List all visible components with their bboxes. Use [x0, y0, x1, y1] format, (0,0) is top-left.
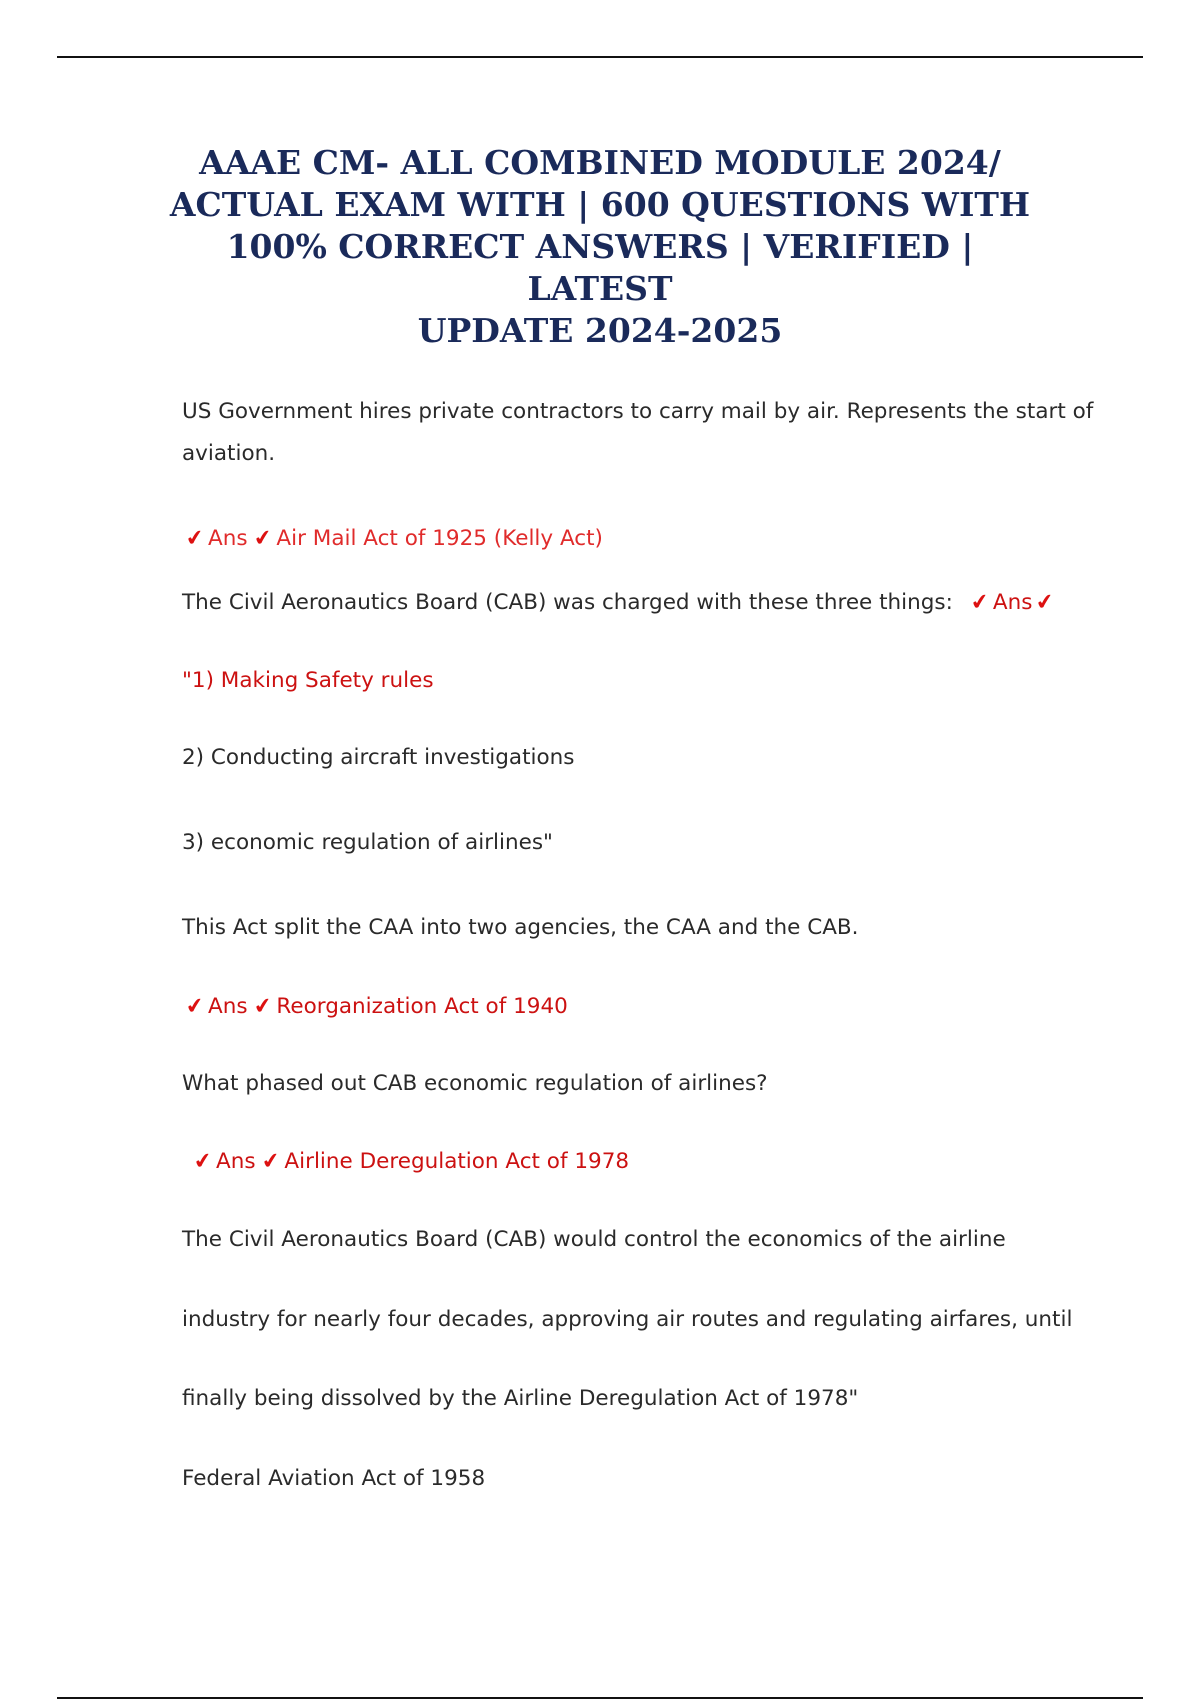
question-2-marker-text: Ans — [992, 590, 1033, 615]
question-5-line-2: industry for nearly four decades, approving air routes and regulating airfares, until — [182, 1307, 1073, 1332]
question-1-line-1: US Government hires private contractors to carry mail by air. Represents the start of — [182, 399, 1094, 424]
check-mark-icon: ✔ — [184, 992, 206, 1021]
check-mark-icon: ✔ — [184, 524, 206, 553]
question-3: This Act split the CAA into two agencies, the CAA and the CAB. — [182, 915, 859, 940]
question-1-line-2: aviation. — [182, 441, 276, 466]
question-4: What phased out CAB economic regulation of airlines? — [182, 1071, 768, 1096]
bottom-rule — [57, 1697, 1143, 1699]
check-mark-icon: ✔ — [252, 992, 275, 1021]
answer-1-text: Air Mail Act of 1925 (Kelly Act) — [276, 526, 603, 551]
check-mark-icon: ✔ — [192, 1147, 214, 1176]
question-5-line-1: The Civil Aeronautics Board (CAB) would control the economics of the airline — [182, 1227, 1006, 1252]
answer-1-marker: Ans — [208, 526, 248, 551]
document-title — [150, 142, 1050, 352]
check-mark-icon: ✔ — [252, 524, 275, 553]
answer-2-line-3: 3) economic regulation of airlines" — [182, 830, 553, 855]
title-line-3: 100% CORRECT ANSWERS | VERIFIED | LATEST — [226, 227, 974, 308]
check-mark-icon: ✔ — [1034, 588, 1057, 617]
answer-4 — [194, 1147, 629, 1177]
title-line-1: AAAE CM- ALL COMBINED MODULE 2024/ — [199, 143, 1001, 182]
answer-3 — [186, 992, 568, 1022]
question-2 — [182, 588, 1058, 618]
title-line-4: UPDATE 2024-2025 — [417, 311, 783, 350]
answer-3-text: Reorganization Act of 1940 — [276, 994, 568, 1019]
answer-1 — [186, 524, 603, 554]
answer-2-line-2: 2) Conducting aircraft investigations — [182, 745, 575, 770]
question-5-line-3: finally being dissolved by the Airline Deregulation Act of 1978" — [182, 1386, 859, 1411]
answer-4-marker: Ans — [216, 1149, 256, 1174]
answer-4-text: Airline Deregulation Act of 1978 — [284, 1149, 630, 1174]
answer-3-marker: Ans — [208, 994, 248, 1019]
check-mark-icon: ✔ — [969, 588, 991, 617]
check-mark-icon: ✔ — [260, 1147, 283, 1176]
question-2-text: The Civil Aeronautics Board (CAB) was charged with these three things: — [182, 590, 953, 615]
question-5-line-4: Federal Aviation Act of 1958 — [182, 1466, 486, 1491]
title-line-2: ACTUAL EXAM WITH | 600 QUESTIONS WITH — [169, 185, 1031, 224]
top-rule — [57, 56, 1143, 58]
question-2-answer-marker — [967, 590, 1059, 615]
answer-2-line-1: "1) Making Safety rules — [182, 668, 434, 693]
